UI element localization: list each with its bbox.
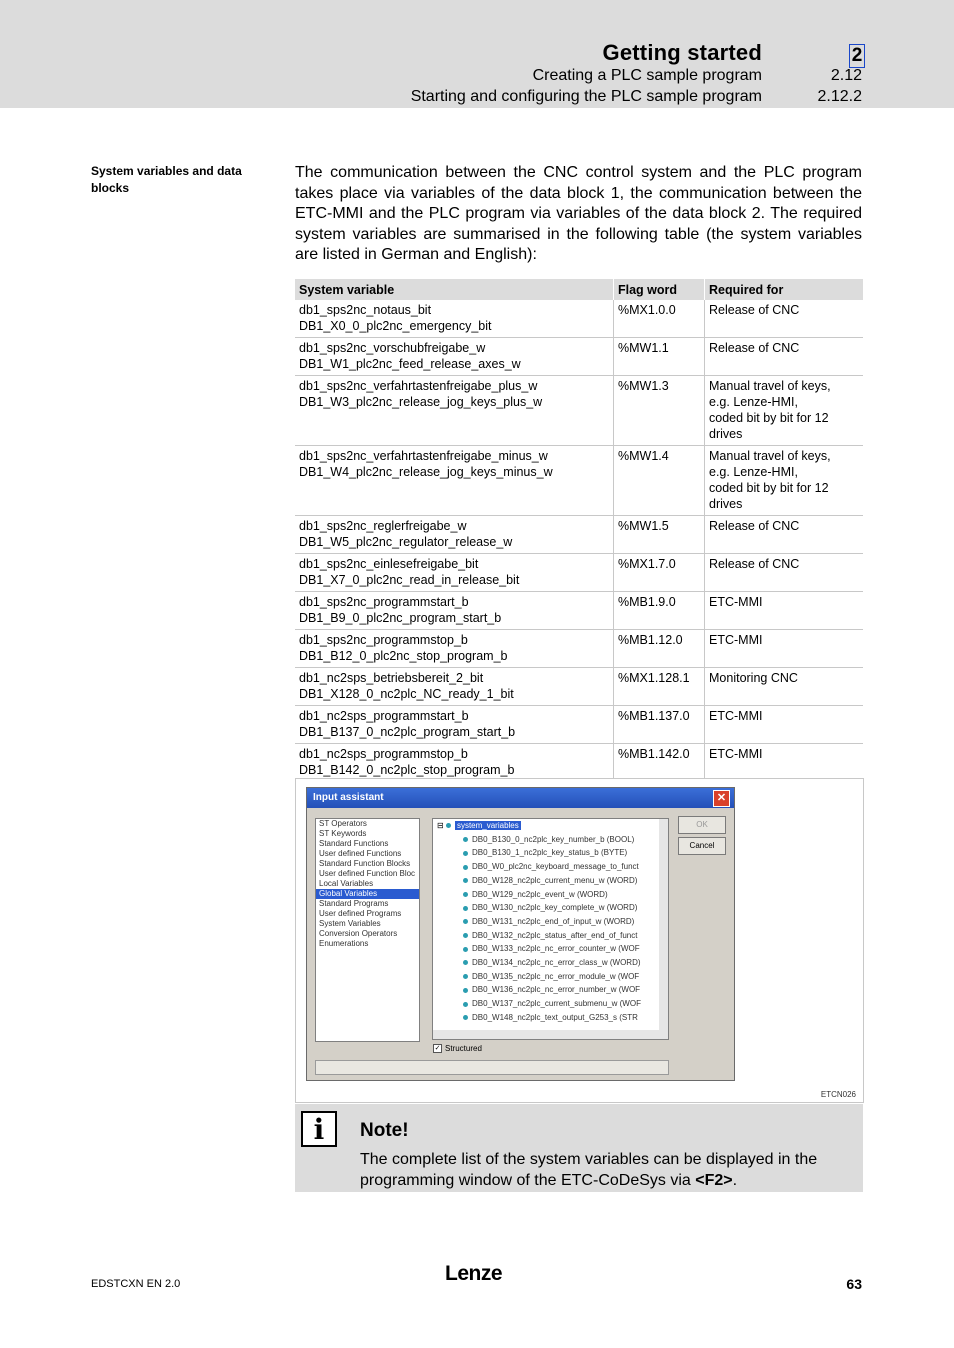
- tree-item[interactable]: [433, 1011, 668, 1025]
- vertical-scrollbar[interactable]: [659, 819, 668, 1039]
- note-title: Note!: [360, 1120, 409, 1141]
- variable-icon: [463, 947, 468, 952]
- tree-item-label: DB0_W128_nc2plc_current_menu_w (WORD): [472, 875, 638, 885]
- tree-item-label: DB0_W148_nc2plc_text_output_G253_s (STR: [472, 1012, 638, 1022]
- tree-item[interactable]: [433, 860, 668, 874]
- subsection-title: Starting and configuring the PLC sample program: [410, 88, 762, 105]
- tree-item-label: DB0_W129_nc2plc_event_w (WORD): [472, 889, 608, 899]
- required-for-cell: ETC-MMI: [705, 706, 864, 744]
- variable-name-en: DB1_W4_plc2nc_release_jog_keys_minus_w: [299, 465, 553, 479]
- variable-cell: [295, 300, 614, 338]
- category-item[interactable]: Global Variables: [316, 889, 419, 899]
- flag-word-cell: %MW1.4: [614, 446, 705, 516]
- page-number: 63: [846, 1276, 862, 1292]
- table-row: [295, 554, 863, 592]
- tree-item-label: DB0_W136_nc2plc_nc_error_number_w (WOF: [472, 985, 641, 995]
- tree-item[interactable]: [433, 915, 668, 929]
- tree-item-label: DB0_W133_nc2plc_nc_error_counter_w (WOF: [472, 944, 640, 954]
- globe-icon: [446, 823, 451, 828]
- table-row: [295, 706, 863, 744]
- category-item[interactable]: Standard Programs: [319, 899, 389, 908]
- table-row: [295, 668, 863, 706]
- tree-item[interactable]: [433, 942, 668, 956]
- flag-word-cell: %MB1.137.0: [614, 706, 705, 744]
- flag-word-cell: %MX1.7.0: [614, 554, 705, 592]
- category-item[interactable]: Standard Functions: [319, 839, 389, 848]
- tree-item[interactable]: [433, 929, 668, 943]
- variable-tree[interactable]: [432, 818, 669, 1040]
- table-row: [295, 592, 863, 630]
- table-row: [295, 516, 863, 554]
- note-text: The complete list of the system variables can be displayed in the programming window of the ETC-CoDeSys via <F2>.: [360, 1151, 818, 1189]
- variable-name-de: db1_sps2nc_reglerfreigabe_w: [299, 519, 467, 533]
- tree-item-label: DB0_W135_nc2plc_nc_error_module_w (WOF: [472, 971, 640, 981]
- input-assistant-dialog: [306, 787, 735, 1081]
- info-icon: i: [301, 1111, 337, 1147]
- variable-name-en: DB1_B12_0_plc2nc_stop_program_b: [299, 649, 508, 663]
- flag-word-cell: %MB1.9.0: [614, 592, 705, 630]
- variable-cell: [295, 446, 614, 516]
- variable-cell: [295, 668, 614, 706]
- tree-root[interactable]: ⊟ system_variables: [437, 821, 519, 830]
- variable-name-de: db1_sps2nc_verfahrtastenfreigabe_minus_w: [299, 449, 548, 463]
- tree-item[interactable]: [433, 901, 668, 915]
- intro-paragraph: The communication between the CNC control system and the PLC program takes place via variables of the data block 1, the communication between the ETC-MMI and the PLC program via variables of the data block 2. The required system variables are summarised in the following table (the system variables are listed in German and English):: [295, 164, 862, 264]
- variable-icon: [463, 1002, 468, 1007]
- figure-id: ETCN026: [820, 1090, 856, 1099]
- variable-icon: [463, 906, 468, 911]
- variable-name-en: DB1_W1_plc2nc_feed_release_axes_w: [299, 357, 521, 371]
- flag-word-cell: %MB1.12.0: [614, 630, 705, 668]
- table-row: [295, 744, 863, 782]
- tree-item[interactable]: [433, 983, 668, 997]
- flag-word-cell: %MW1.1: [614, 338, 705, 376]
- variable-cell: [295, 376, 614, 446]
- variable-icon: [463, 892, 468, 897]
- flag-word-cell: %MW1.3: [614, 376, 705, 446]
- required-for-cell: ETC-MMI: [705, 592, 864, 630]
- flag-word-cell: %MX1.0.0: [614, 300, 705, 338]
- system-variables-table: [295, 279, 863, 782]
- category-item[interactable]: Local Variables: [319, 879, 374, 888]
- category-item[interactable]: ST Operators: [319, 819, 367, 828]
- required-for-cell: Release of CNC: [705, 554, 864, 592]
- column-header-variable: System variable: [295, 279, 614, 300]
- tree-item-label: DB0_W131_nc2plc_end_of_input_w (WORD): [472, 916, 635, 926]
- subsection-number: 2.12.2: [817, 88, 862, 105]
- variable-cell: [295, 744, 614, 782]
- horizontal-scrollbar[interactable]: [433, 1030, 668, 1039]
- table-row: [295, 630, 863, 668]
- category-item[interactable]: Standard Function Blocks: [319, 859, 411, 868]
- tree-item[interactable]: [433, 956, 668, 970]
- variable-name-de: db1_nc2sps_programmstop_b: [299, 747, 468, 761]
- chapter-title: Getting started: [602, 40, 762, 65]
- tree-item-label: DB0_B130_0_nc2plc_key_number_b (BOOL): [472, 834, 635, 844]
- variable-icon: [463, 878, 468, 883]
- variable-name-en: DB1_X0_0_plc2nc_emergency_bit: [299, 319, 492, 333]
- variable-name-de: db1_nc2sps_betriebsbereit_2_bit: [299, 671, 484, 685]
- variable-cell: [295, 554, 614, 592]
- flag-word-cell: %MB1.142.0: [614, 744, 705, 782]
- tree-item[interactable]: [433, 874, 668, 888]
- note-box: [295, 1104, 863, 1192]
- flag-word-cell: %MX1.128.1: [614, 668, 705, 706]
- ok-button[interactable]: OK: [678, 816, 726, 834]
- variable-name-de: db1_sps2nc_notaus_bit: [299, 303, 432, 317]
- chapter-number-badge[interactable]: 2: [849, 44, 865, 68]
- variable-cell: [295, 592, 614, 630]
- category-list[interactable]: [315, 818, 420, 1042]
- header-band: [0, 0, 954, 108]
- required-for-cell: ETC-MMI: [705, 630, 864, 668]
- status-field: [315, 1060, 669, 1075]
- table-header-row: [295, 279, 863, 300]
- column-header-flag: Flag word: [614, 279, 705, 300]
- category-item[interactable]: ST Keywords: [319, 829, 367, 838]
- variable-icon: [463, 988, 468, 993]
- tree-item-label: DB0_B130_1_nc2plc_key_status_b (BYTE): [472, 848, 628, 858]
- tree-item-label: DB0_W130_nc2plc_key_complete_w (WORD): [472, 903, 638, 913]
- category-item[interactable]: User defined Function Bloc: [319, 869, 416, 878]
- variable-icon: [463, 960, 468, 965]
- table-row: [295, 446, 863, 516]
- tree-item[interactable]: [433, 888, 668, 902]
- input-assistant-figure: [295, 778, 864, 1103]
- tree-item[interactable]: [433, 997, 668, 1011]
- category-item[interactable]: User defined Functions: [319, 849, 402, 858]
- required-for-cell: Manual travel of keys, e.g. Lenze-HMI, coded bit by bit for 12 drives: [705, 376, 864, 446]
- variable-name-de: db1_sps2nc_programmstart_b: [299, 595, 469, 609]
- variable-icon: [463, 1015, 468, 1020]
- key-shortcut: <F2>: [695, 1171, 733, 1189]
- variable-name-en: DB1_W5_plc2nc_regulator_release_w: [299, 535, 513, 549]
- category-item[interactable]: Enumerations: [319, 939, 369, 948]
- variable-cell: [295, 516, 614, 554]
- dialog-title: Input assistant: [307, 788, 734, 808]
- variable-name-en: DB1_B9_0_plc2nc_program_start_b: [299, 611, 502, 625]
- variable-cell: [295, 338, 614, 376]
- section-number: 2.12: [830, 67, 862, 84]
- variable-name-en: DB1_B142_0_nc2plc_stop_program_b: [299, 763, 515, 777]
- required-for-cell: Release of CNC: [705, 338, 864, 376]
- structured-checkbox[interactable]: ✓ Structured: [434, 1044, 482, 1053]
- variable-icon: [463, 974, 468, 979]
- table-row: [295, 300, 863, 338]
- variable-name-en: DB1_B137_0_nc2plc_program_start_b: [299, 725, 516, 739]
- table-row: [295, 376, 863, 446]
- variable-icon: [463, 865, 468, 870]
- check-icon: ✓: [434, 1045, 441, 1053]
- lenze-logo: Lenze: [445, 1262, 503, 1285]
- document-id: EDSTCXN EN 2.0: [91, 1278, 181, 1290]
- tree-item[interactable]: [433, 846, 668, 860]
- tree-item-label: DB0_W134_nc2plc_nc_error_class_w (WORD): [472, 958, 641, 968]
- category-item[interactable]: User defined Programs: [319, 909, 402, 918]
- variable-cell: [295, 630, 614, 668]
- tree-item[interactable]: [433, 833, 668, 847]
- table-row: [295, 338, 863, 376]
- section-title: Creating a PLC sample program: [532, 67, 762, 84]
- variable-name-de: db1_sps2nc_verfahrtastenfreigabe_plus_w: [299, 379, 538, 393]
- required-for-cell: ETC-MMI: [705, 744, 864, 782]
- required-for-cell: Manual travel of keys, e.g. Lenze-HMI, coded bit by bit for 12 drives: [705, 446, 864, 516]
- variable-name-en: DB1_W3_plc2nc_release_jog_keys_plus_w: [299, 395, 543, 409]
- variable-name-de: db1_sps2nc_einlesefreigabe_bit: [299, 557, 479, 571]
- variable-name-de: db1_nc2sps_programmstart_b: [299, 709, 469, 723]
- variable-icon: [463, 837, 468, 842]
- variable-icon: [463, 919, 468, 924]
- side-label: System variables and data blocks: [91, 164, 242, 195]
- flag-word-cell: %MW1.5: [614, 516, 705, 554]
- close-icon[interactable]: ✕: [713, 790, 730, 807]
- variable-name-de: db1_sps2nc_programmstop_b: [299, 633, 468, 647]
- required-for-cell: Monitoring CNC: [705, 668, 864, 706]
- variable-cell: [295, 706, 614, 744]
- required-for-cell: Release of CNC: [705, 300, 864, 338]
- tree-item-label: DB0_W0_plc2nc_keyboard_message_to_funct: [472, 862, 639, 872]
- variable-icon: [463, 851, 468, 856]
- variable-name-de: db1_sps2nc_vorschubfreigabe_w: [299, 341, 486, 355]
- variable-icon: [463, 933, 468, 938]
- tree-item-label: DB0_W137_nc2plc_current_submenu_w (WOF: [472, 999, 641, 1009]
- tree-item[interactable]: [433, 970, 668, 984]
- variable-name-en: DB1_X128_0_nc2plc_NC_ready_1_bit: [299, 687, 514, 701]
- tree-item-label: DB0_W132_nc2plc_status_after_end_of_funct: [472, 930, 638, 940]
- category-item[interactable]: System Variables: [319, 919, 381, 928]
- column-header-required: Required for: [705, 279, 864, 300]
- variable-name-en: DB1_X7_0_plc2nc_read_in_release_bit: [299, 573, 520, 587]
- cancel-button[interactable]: Cancel: [678, 837, 726, 855]
- required-for-cell: Release of CNC: [705, 516, 864, 554]
- category-item[interactable]: Conversion Operators: [319, 929, 398, 938]
